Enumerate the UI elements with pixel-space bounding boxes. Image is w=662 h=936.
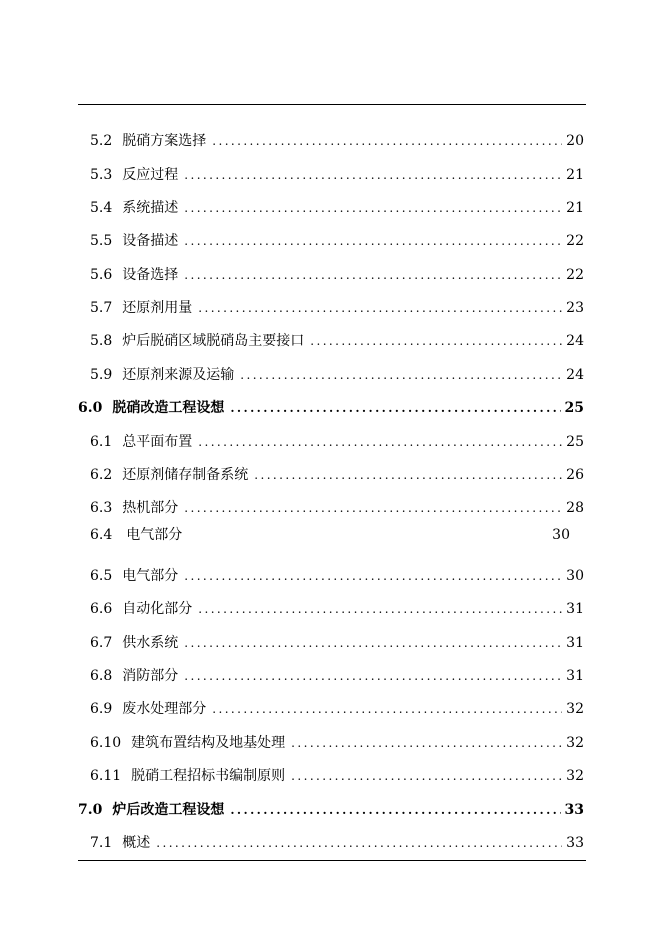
dot-leader — [184, 666, 562, 686]
toc-number: 6.7 — [90, 635, 113, 651]
toc-page-number: 23 — [566, 300, 584, 316]
dot-leader — [198, 298, 562, 318]
toc-number: 6.9 — [90, 701, 113, 717]
toc-title: 总平面布置 — [122, 434, 193, 450]
toc-page-number: 21 — [566, 167, 584, 183]
toc-title: 电气部分 — [126, 527, 183, 543]
dot-leader — [184, 265, 562, 285]
toc-page-number: 21 — [566, 200, 584, 216]
toc-page-number: 28 — [566, 500, 584, 516]
dot-leader — [230, 800, 560, 820]
toc-number: 5.4 — [90, 200, 113, 216]
toc-title: 电气部分 — [122, 568, 179, 584]
toc-page-number: 31 — [566, 601, 584, 617]
toc-title: 设备描述 — [122, 233, 179, 249]
toc-page-number: 31 — [566, 635, 584, 651]
toc-number: 6.8 — [90, 668, 113, 684]
toc-title: 反应过程 — [122, 167, 179, 183]
toc-page-number: 30 — [566, 568, 584, 584]
toc-entry-6-2[interactable] — [90, 465, 584, 485]
toc-number: 6.3 — [90, 500, 113, 516]
toc-section-6-0[interactable] — [78, 398, 584, 418]
dot-leader — [240, 365, 562, 385]
toc-number: 5.5 — [90, 233, 113, 249]
dot-leader — [198, 599, 562, 619]
dot-leader — [212, 131, 562, 151]
toc-number: 6.2 — [90, 467, 113, 483]
toc-number: 6.6 — [90, 601, 113, 617]
toc-page-number: 32 — [566, 735, 584, 751]
toc-entry-5-6[interactable] — [90, 265, 584, 285]
toc-title: 脱硝方案选择 — [122, 133, 207, 149]
toc-page-number: 33 — [564, 802, 584, 818]
toc-title: 脱硝工程招标书编制原则 — [131, 768, 286, 784]
toc-entry-6-10[interactable] — [90, 733, 584, 753]
toc-number: 6.11 — [90, 768, 122, 784]
toc-page-number: 20 — [566, 133, 584, 149]
toc-number: 6.10 — [90, 735, 122, 751]
toc-title: 系统描述 — [122, 200, 179, 216]
toc-section-7-0[interactable] — [78, 800, 584, 820]
toc-number: 5.8 — [90, 333, 113, 349]
toc-title: 消防部分 — [122, 668, 179, 684]
toc-number: 7.1 — [90, 835, 113, 851]
toc-entry-6-8[interactable] — [90, 666, 584, 686]
toc-entry-5-5[interactable] — [90, 231, 584, 251]
dot-leader — [156, 833, 562, 853]
toc-entry-6-11[interactable] — [90, 766, 584, 786]
toc-page-number: 25 — [566, 434, 584, 450]
toc-page-number: 32 — [566, 701, 584, 717]
dot-leader — [184, 498, 562, 518]
toc-entry-6-6[interactable] — [90, 599, 584, 619]
dot-leader — [184, 198, 562, 218]
toc-title: 炉后脱硝区域脱硝岛主要接口 — [122, 333, 305, 349]
toc-title: 废水处理部分 — [122, 701, 207, 717]
dot-leader — [230, 398, 560, 418]
toc-number: 5.6 — [90, 267, 113, 283]
toc-page-number: 33 — [566, 835, 584, 851]
dot-leader — [184, 231, 562, 251]
toc-number: 6.5 — [90, 568, 113, 584]
toc-number: 5.2 — [90, 133, 113, 149]
toc-title: 脱硝改造工程设想 — [112, 400, 225, 416]
toc-entry-6-7[interactable] — [90, 633, 584, 653]
toc-entry-5-4[interactable] — [90, 198, 584, 218]
dot-leader — [310, 331, 562, 351]
toc-title: 热机部分 — [122, 500, 179, 516]
toc-page-number: 25 — [564, 400, 584, 416]
toc-title: 建筑布置结构及地基处理 — [131, 735, 286, 751]
toc-page-number: 24 — [566, 367, 584, 383]
toc-entry-6-9[interactable] — [90, 699, 584, 719]
toc-entry-6-4[interactable] — [90, 525, 570, 545]
toc-page-number: 31 — [566, 668, 584, 684]
dot-leader — [291, 766, 562, 786]
toc-number: 6.1 — [90, 434, 113, 450]
toc-title: 还原剂用量 — [122, 300, 193, 316]
dot-leader — [291, 733, 562, 753]
dot-leader — [198, 432, 562, 452]
dot-leader — [212, 699, 562, 719]
toc-entry-5-9[interactable] — [90, 365, 584, 385]
toc-number: 5.7 — [90, 300, 113, 316]
toc-number: 6.4 — [90, 527, 113, 543]
toc-title: 炉后改造工程设想 — [112, 802, 225, 818]
toc-number: 7.0 — [78, 802, 103, 818]
toc-title: 还原剂来源及运输 — [122, 367, 235, 383]
toc-entry-6-3[interactable] — [90, 498, 584, 518]
toc-number: 6.0 — [78, 400, 103, 416]
toc-page-number: 24 — [566, 333, 584, 349]
toc-page-number: 30 — [552, 527, 570, 543]
toc-page-number: 22 — [566, 267, 584, 283]
toc-entry-5-8[interactable] — [90, 331, 584, 351]
toc-entry-5-7[interactable] — [90, 298, 584, 318]
header-rule — [78, 104, 586, 105]
dot-leader — [184, 633, 562, 653]
footer-rule — [78, 860, 586, 861]
toc-number: 5.3 — [90, 167, 113, 183]
toc-entry-7-1[interactable] — [90, 833, 584, 853]
toc-page-number: 22 — [566, 233, 584, 249]
dot-leader — [184, 165, 562, 185]
dot-leader — [254, 465, 562, 485]
toc-title: 自动化部分 — [122, 601, 193, 617]
toc-number: 5.9 — [90, 367, 113, 383]
toc-page-number: 32 — [566, 768, 584, 784]
toc-title: 设备选择 — [122, 267, 179, 283]
toc-entry-6-5[interactable] — [90, 566, 584, 586]
dot-leader — [184, 566, 562, 586]
toc-entry-5-2[interactable] — [90, 131, 584, 151]
toc-title: 还原剂储存制备系统 — [122, 467, 249, 483]
toc-page-number: 26 — [566, 467, 584, 483]
toc-entry-6-1[interactable] — [90, 432, 584, 452]
toc-entry-5-3[interactable] — [90, 165, 584, 185]
toc-title: 供水系统 — [122, 635, 179, 651]
toc-title: 概述 — [122, 835, 151, 851]
